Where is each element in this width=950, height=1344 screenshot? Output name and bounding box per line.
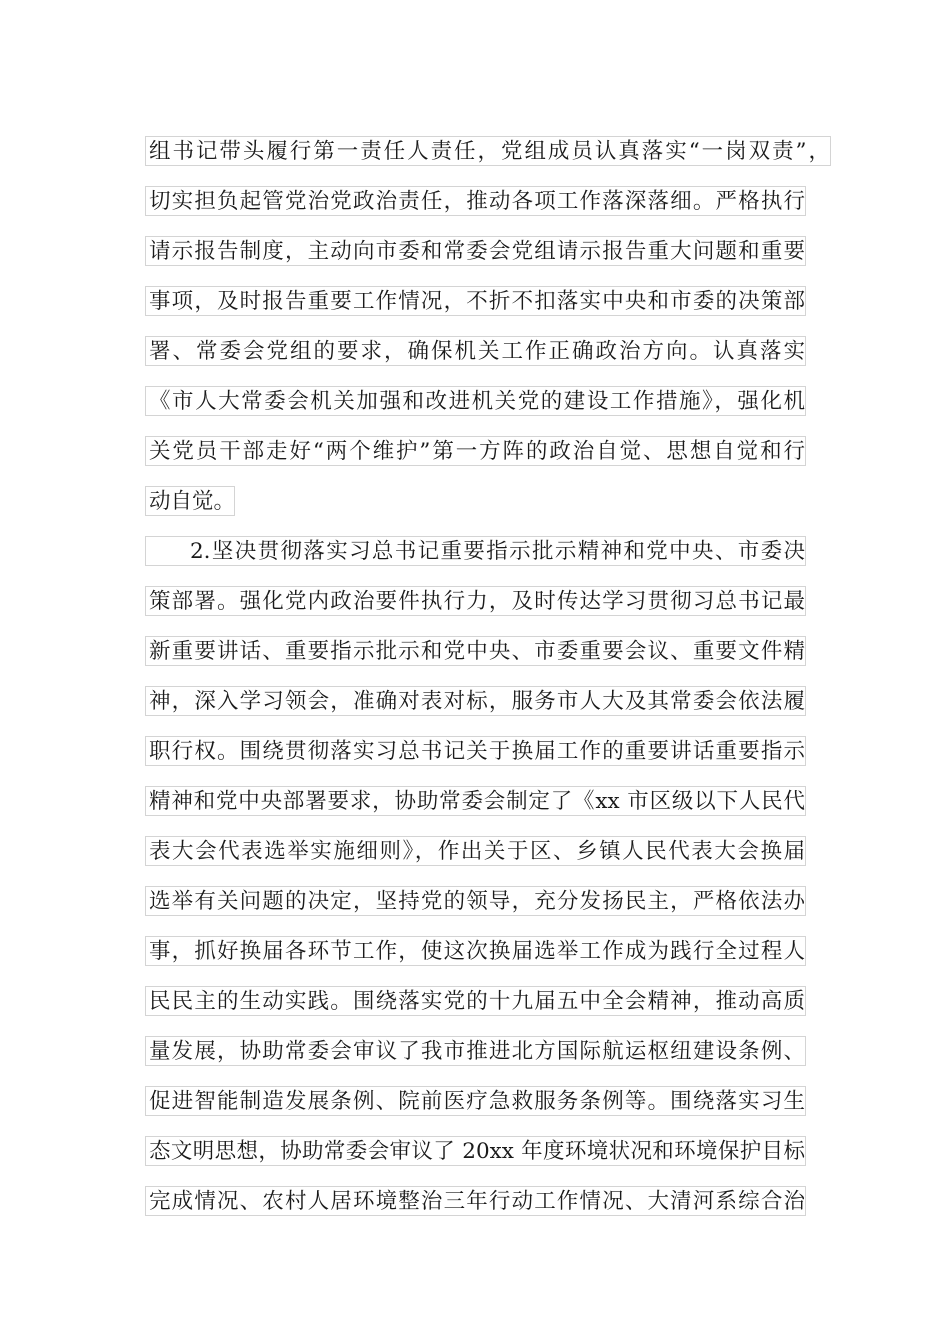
text-line: 民民主的生动实践。围绕落实党的十九届五中全会精神，推动高质: [145, 986, 806, 1016]
text-line: 表大会代表选举实施细则》，作出关于区、乡镇人民代表大会换届: [145, 836, 806, 866]
text-line: 请示报告制度，主动向市委和常委会党组请示报告重大问题和重要: [145, 236, 806, 266]
text-line: 促进智能制造发展条例、院前医疗急救服务条例等。围绕落实习生: [145, 1086, 806, 1116]
text-line: 事项，及时报告重要工作情况，不折不扣落实中央和市委的决策部: [145, 286, 806, 316]
text-line: 精神和党中央部署要求，协助常委会制定了《xx 市区级以下人民代: [145, 786, 806, 816]
text-line: 署、常委会党组的要求，确保机关工作正确政治方向。认真落实: [145, 336, 806, 366]
text-line: 事，抓好换届各环节工作，使这次换届选举工作成为践行全过程人: [145, 936, 806, 966]
text-line: 神，深入学习领会，准确对表对标，服务市人大及其常委会依法履: [145, 686, 806, 716]
text-line: 切实担负起管党治党政治责任，推动各项工作落深落细。严格执行: [145, 186, 806, 216]
text-line: 态文明思想，协助常委会审议了 20xx 年度环境状况和环境保护目标: [145, 1136, 806, 1166]
text-line: 新重要讲话、重要指示批示和党中央、市委重要会议、重要文件精: [145, 636, 806, 666]
text-line: 策部署。强化党内政治要件执行力，及时传达学习贯彻习总书记最: [145, 586, 806, 616]
text-line: 完成情况、农村人居环境整治三年行动工作情况、大清河系综合治: [145, 1186, 806, 1216]
text-line: 职行权。围绕贯彻落实习总书记关于换届工作的重要讲话重要指示: [145, 736, 806, 766]
text-line: 量发展，协助常委会审议了我市推进北方国际航运枢纽建设条例、: [145, 1036, 806, 1066]
text-line: 组书记带头履行第一责任人责任，党组成员认真落实“一岗双责”，: [145, 136, 831, 166]
paragraph-start-line: 2.坚决贯彻落实习总书记重要指示批示精神和党中央、市委决: [145, 536, 806, 566]
text-line: 选举有关问题的决定，坚持党的领导，充分发扬民主，严格依法办: [145, 886, 806, 916]
text-line: 关党员干部走好“两个维护”第一方阵的政治自觉、思想自觉和行: [145, 436, 806, 466]
text-line: 动自觉。: [145, 486, 235, 516]
text-line: 《市人大常委会机关加强和改进机关党的建设工作措施》，强化机: [145, 386, 806, 416]
